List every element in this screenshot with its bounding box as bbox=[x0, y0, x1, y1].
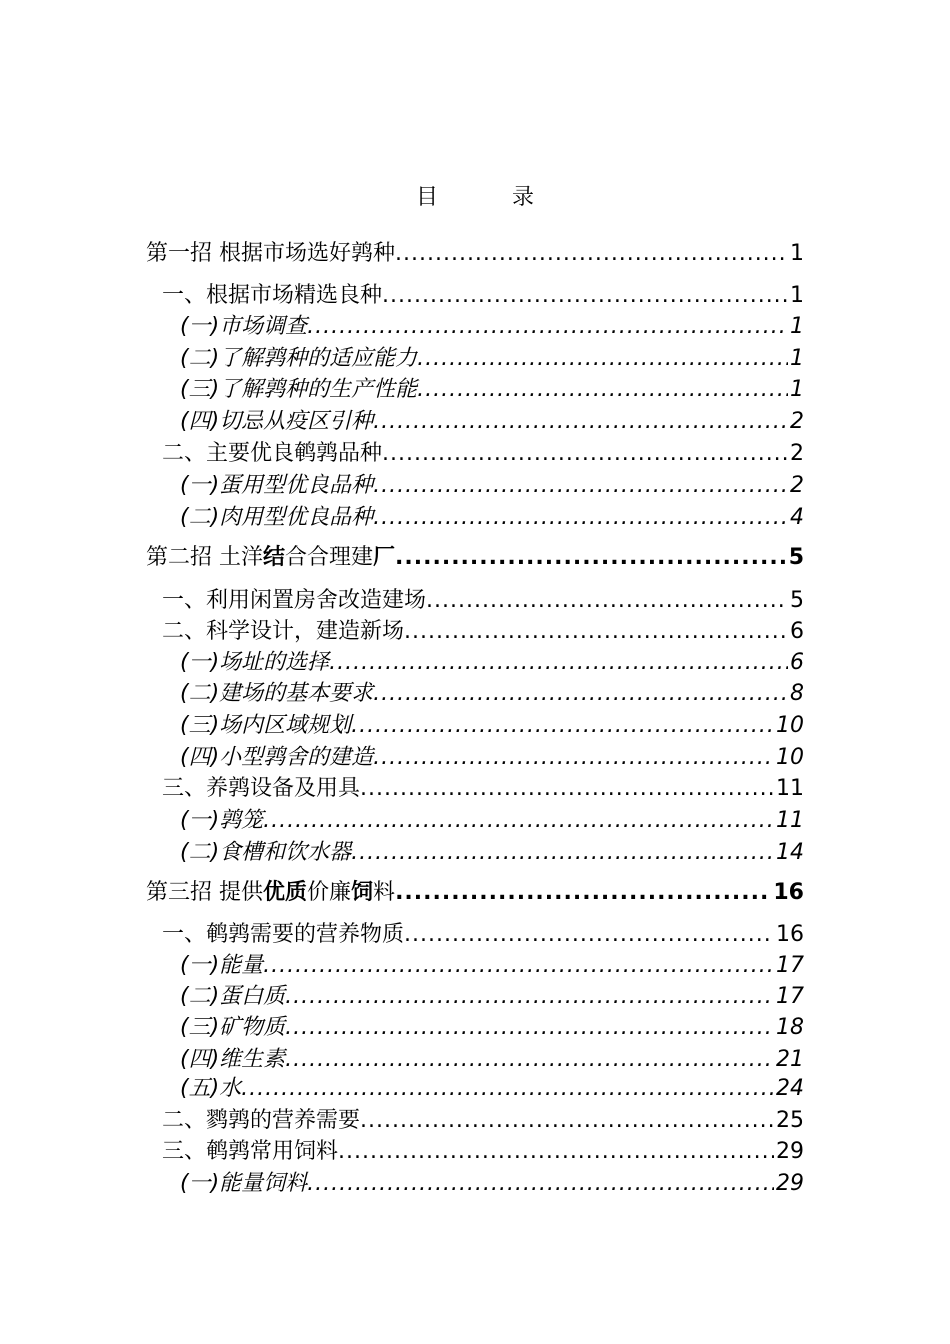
toc-leader-dots bbox=[373, 473, 788, 498]
toc-entry bbox=[0, 436, 804, 467]
toc-entry-title bbox=[146, 875, 395, 906]
toc-entry-title-part: (三)矿物质 bbox=[180, 1015, 286, 1040]
toc-page-number: 1 bbox=[790, 314, 804, 339]
toc-leader-dots bbox=[263, 808, 774, 833]
toc-entry-title-part: 第三招 提供 bbox=[146, 880, 263, 905]
toc-entry-title bbox=[180, 1042, 285, 1073]
toc-entry bbox=[0, 1010, 804, 1041]
toc-entry-title-part: 第一招 根据市场选好鹑种 bbox=[146, 241, 395, 266]
toc-entry-title-part: 合合理建 bbox=[285, 545, 374, 570]
toc-entry-title bbox=[162, 771, 360, 802]
toc-leader-dots bbox=[382, 441, 788, 466]
toc-entry-title-part: (二)肉用型优良品种 bbox=[180, 505, 374, 530]
toc-title: 目 录 bbox=[415, 185, 560, 210]
toc-leader-dots bbox=[395, 545, 787, 570]
toc-page-number: 21 bbox=[776, 1047, 804, 1072]
toc-entry-title bbox=[162, 436, 382, 467]
toc-entry-title bbox=[180, 948, 263, 979]
toc-entry-title-part: (二)食槽和饮水器 bbox=[180, 840, 352, 865]
toc-leader-dots bbox=[373, 409, 788, 434]
toc-entry bbox=[0, 404, 804, 435]
toc-leader-dots bbox=[329, 650, 788, 675]
toc-page-number: 8 bbox=[790, 681, 804, 706]
toc-entry-title-part: 一、鹌鹑需要的营养物质 bbox=[162, 922, 405, 947]
toc-entry-title bbox=[180, 341, 417, 372]
toc-entry bbox=[0, 740, 804, 771]
toc-page-number: 2 bbox=[790, 409, 804, 434]
toc-page-number: 6 bbox=[790, 650, 804, 675]
toc-entry bbox=[0, 341, 804, 372]
toc-entry-title-part: (二)建场的基本要求 bbox=[180, 681, 374, 706]
toc-page-number: 17 bbox=[776, 984, 804, 1009]
toc-leader-dots bbox=[351, 840, 774, 865]
toc-entry-title-part: (一)能量饲料 bbox=[180, 1171, 308, 1196]
toc-page-number: 10 bbox=[776, 745, 804, 770]
toc-entry bbox=[0, 917, 804, 948]
toc-entry-title-part: 一、利用闲置房舍改造建场 bbox=[162, 588, 427, 613]
toc-page-number: 25 bbox=[776, 1108, 804, 1133]
toc-leader-dots bbox=[360, 1108, 774, 1133]
toc-leader-dots bbox=[285, 1047, 774, 1072]
toc-leader-dots bbox=[426, 588, 788, 613]
toc-page-number: 1 bbox=[790, 346, 804, 371]
toc-entry-title bbox=[180, 676, 373, 707]
toc-page-number: 4 bbox=[790, 505, 804, 530]
toc-page-number: 18 bbox=[776, 1015, 804, 1040]
toc-entry-title bbox=[180, 1166, 307, 1197]
toc-entry bbox=[0, 236, 804, 267]
toc-entry-title-part: (五)水 bbox=[180, 1076, 242, 1101]
toc-page-number: 10 bbox=[776, 713, 804, 738]
toc-page-number: 24 bbox=[776, 1076, 804, 1101]
toc-leader-dots bbox=[373, 681, 788, 706]
toc-page-number: 11 bbox=[776, 776, 804, 801]
toc-entry-title-part: (四)切忌从疫区引种 bbox=[180, 409, 374, 434]
toc-entry bbox=[0, 583, 804, 614]
toc-entry-title-part: 三、养鹑设备及用具 bbox=[162, 776, 361, 801]
toc-entry-title-part: (四)小型鹑舍的建造 bbox=[180, 745, 374, 770]
toc-entry bbox=[0, 771, 804, 802]
toc-entry-title bbox=[146, 540, 395, 571]
toc-entry-title bbox=[162, 1134, 338, 1165]
toc-entry-title bbox=[180, 500, 373, 531]
toc-entry-title-part: (一)鹑笼 bbox=[180, 808, 264, 833]
toc-leader-dots bbox=[241, 1076, 774, 1101]
toc-entry-title-part: (二)蛋白质 bbox=[180, 984, 286, 1009]
toc-leader-dots bbox=[382, 283, 788, 308]
toc-entry bbox=[0, 645, 804, 676]
toc-entry bbox=[0, 1166, 804, 1197]
toc-entry bbox=[0, 500, 804, 531]
toc-entry-title bbox=[180, 468, 373, 499]
toc-entry-title bbox=[180, 372, 417, 403]
toc-entry-title-part: 第二招 土洋 bbox=[146, 545, 263, 570]
toc-page-number: 2 bbox=[790, 441, 804, 466]
toc-entry bbox=[0, 676, 804, 707]
toc-entry-title-part: (二)了解鹑种的适应能力 bbox=[180, 346, 418, 371]
toc-page-number: 16 bbox=[773, 880, 804, 905]
toc-entry-title-part: (一)蛋用型优良品种 bbox=[180, 473, 374, 498]
toc-entry bbox=[0, 372, 804, 403]
toc-leader-dots bbox=[285, 984, 774, 1009]
toc-leader-dots bbox=[285, 1015, 774, 1040]
toc-entry-title-part: 价廉 bbox=[307, 880, 352, 905]
toc-entry-title bbox=[146, 236, 395, 267]
toc-leader-dots bbox=[307, 1171, 774, 1196]
toc-entry-title bbox=[162, 278, 382, 309]
toc-leader-dots bbox=[373, 745, 774, 770]
toc-entry-title-part: 二、科学设计，建造新场 bbox=[162, 619, 405, 644]
toc-leader-dots bbox=[417, 377, 788, 402]
toc-page-number: 1 bbox=[790, 377, 804, 402]
toc-entry-title bbox=[180, 835, 351, 866]
toc-entry-title-part: 二、主要优良鹌鹑品种 bbox=[162, 441, 383, 466]
toc-entry-title bbox=[162, 614, 404, 645]
toc-leader-dots bbox=[338, 1139, 774, 1164]
toc-entry bbox=[0, 1042, 804, 1073]
toc-leader-dots bbox=[395, 880, 771, 905]
toc-entry bbox=[0, 468, 804, 499]
toc-entry-title bbox=[162, 583, 426, 614]
toc-entry-title bbox=[180, 404, 373, 435]
toc-entry bbox=[0, 835, 804, 866]
toc-entry-title-part: (三)了解鹑种的生产性能 bbox=[180, 377, 418, 402]
toc-entry-title-part: (一)能量 bbox=[180, 953, 264, 978]
toc-entry-title bbox=[162, 917, 404, 948]
toc-entry-title bbox=[180, 803, 263, 834]
toc-page-number: 29 bbox=[776, 1171, 804, 1196]
toc-entry bbox=[0, 1103, 804, 1134]
toc-entry-title-part: 结 bbox=[263, 545, 286, 570]
toc-leader-dots bbox=[307, 314, 788, 339]
toc-entry bbox=[0, 278, 804, 309]
toc-leader-dots bbox=[351, 713, 774, 738]
toc-entry-title bbox=[162, 1103, 360, 1134]
toc-entry-title bbox=[180, 708, 351, 739]
toc-entry bbox=[0, 708, 804, 739]
toc-entry-title-part: (一)场址的选择 bbox=[180, 650, 330, 675]
toc-entry bbox=[0, 979, 804, 1010]
toc-leader-dots bbox=[373, 505, 788, 530]
toc-entry bbox=[0, 803, 804, 834]
toc-page-number: 11 bbox=[776, 808, 804, 833]
toc-page-number: 6 bbox=[790, 619, 804, 644]
toc-entry-title-part: (四)维生素 bbox=[180, 1047, 286, 1072]
toc-entry-title bbox=[180, 740, 373, 771]
toc-entry bbox=[0, 875, 804, 906]
toc-entry bbox=[0, 614, 804, 645]
toc-entry bbox=[0, 1071, 804, 1102]
toc-entry-title-part: (三)场内区域规划 bbox=[180, 713, 352, 738]
toc-entry-title-part: 一、根据市场精选良种 bbox=[162, 283, 383, 308]
toc-leader-dots bbox=[395, 241, 788, 266]
toc-entry-title bbox=[180, 309, 307, 340]
toc-entry-title-part: 厂 bbox=[373, 545, 396, 570]
toc-entry-title bbox=[180, 979, 285, 1010]
toc-entry bbox=[0, 540, 804, 571]
toc-entry-title-part: (一)市场调查 bbox=[180, 314, 308, 339]
toc-entry-title-part: 料 bbox=[373, 880, 396, 905]
toc-entry-title-part: 三、鹌鹑常用饲料 bbox=[162, 1139, 339, 1164]
toc-leader-dots bbox=[360, 776, 774, 801]
toc-page-number: 2 bbox=[790, 473, 804, 498]
toc-page-number: 17 bbox=[776, 953, 804, 978]
toc-entry bbox=[0, 309, 804, 340]
toc-page-number: 29 bbox=[776, 1139, 804, 1164]
toc-leader-dots bbox=[417, 346, 788, 371]
toc-page-number: 1 bbox=[790, 283, 804, 308]
toc-leader-dots bbox=[404, 619, 788, 644]
toc-entry-title bbox=[180, 1071, 241, 1102]
toc-entry-title-part: 优质 bbox=[263, 880, 308, 905]
toc-entry bbox=[0, 1134, 804, 1165]
toc-entry-title bbox=[180, 645, 329, 676]
toc-leader-dots bbox=[404, 922, 774, 947]
toc-entry-title-part: 二、鹨鹑的营养需要 bbox=[162, 1108, 361, 1133]
toc-page-number: 1 bbox=[790, 241, 804, 266]
toc-page-number: 5 bbox=[790, 588, 804, 613]
toc-page-number: 5 bbox=[788, 545, 804, 570]
toc-entry bbox=[0, 948, 804, 979]
toc-leader-dots bbox=[263, 953, 774, 978]
toc-entry-title-part: 饲 bbox=[351, 880, 374, 905]
toc-page-number: 16 bbox=[776, 922, 804, 947]
toc-page-number: 14 bbox=[776, 840, 804, 865]
toc-entry-title bbox=[180, 1010, 285, 1041]
